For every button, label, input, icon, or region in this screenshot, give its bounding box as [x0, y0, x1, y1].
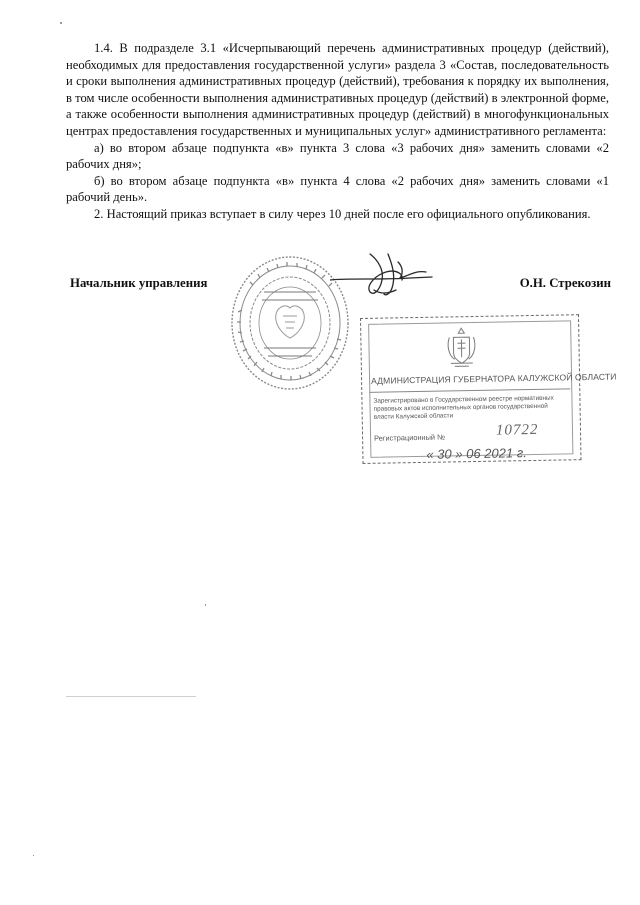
paragraph-2: 2. Настоящий приказ вступает в силу через 10 дней после его официального опубликования. [94, 206, 591, 221]
scan-speck [60, 22, 62, 24]
scan-speck [33, 855, 34, 856]
signatory-name: О.Н. Стрекозин [519, 276, 611, 290]
stamp-registration-note: Зарегистрировано в Государственном реестре нормативных правовых актов исполнительных органов государственной власти Калужской области [373, 394, 554, 421]
registration-stamp [360, 314, 617, 462]
scan-speck [66, 696, 196, 697]
signatory-title: Начальник управления [70, 276, 208, 290]
scan-speck [205, 604, 206, 606]
paragraph-a: а) во втором абзаце подпункта «в» пункта 3 слова «3 рабочих дня» заменить словами «2 рабочих дня»; [66, 140, 609, 172]
handwritten-signature-icon [330, 250, 434, 310]
stamp-organization: АДМИНИСТРАЦИЯ ГУБЕРНАТОРА КАЛУЖСКОЙ ОБЛАСТИ [371, 371, 617, 386]
stamp-registration-date: « 30 » 06 2021 г. [426, 445, 527, 462]
document-body [66, 40, 609, 223]
paragraph-b: б) во втором абзаце подпункта «в» пункта 4 слова «2 рабочих дня» заменить словами «1 рабочий день». [66, 173, 609, 205]
stamp-registration-number: 10722 [495, 421, 539, 439]
stamp-number-label: Регистрационный № [374, 432, 446, 443]
coat-of-arms-icon [442, 325, 481, 370]
paragraph-1-4: 1.4. В подразделе 3.1 «Исчерпывающий перечень административных процедур (действий), необходимых для предоставления государственной услуги» раздела 3 «Состав, последовательность и сроки выполнения административных процедур (действий), требования к порядку их выполнения, в том числе особенности выполнения административных процедур (действий) в электронной форме, а также особенности выполнения административных процедур (действий) в многофункциональных центрах предоставления государственных и муниципальных услуг» административного регламента: [66, 41, 609, 138]
